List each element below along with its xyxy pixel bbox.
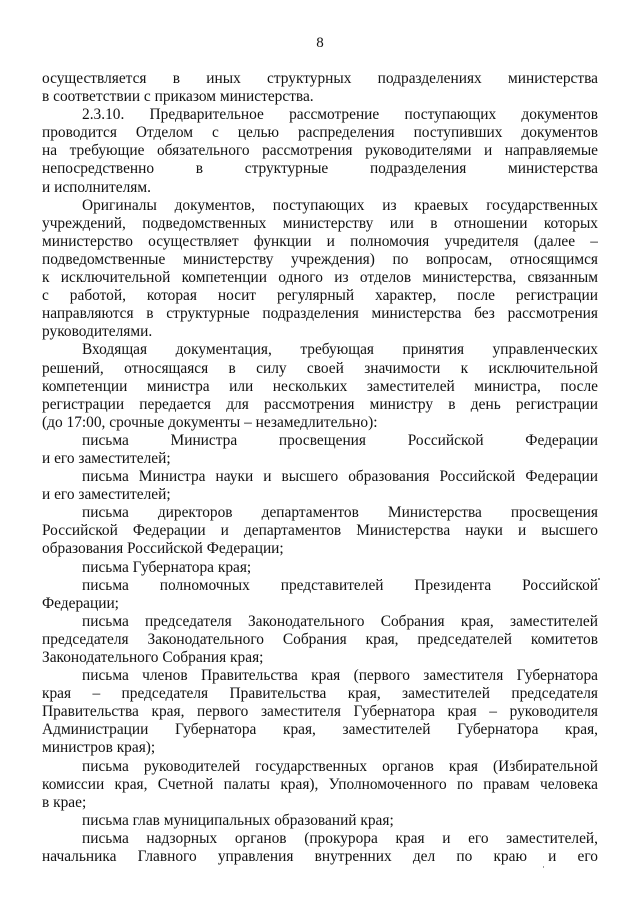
text-line: письма Министра просвещения Российской Федерации [82, 431, 598, 449]
text-line: председателя Законодательного Собрания края, председателей комитетов [42, 630, 598, 648]
text-line: письма надзорных органов (прокурора края и его заместителей, [82, 829, 598, 847]
text-line: на требующие обязательного рассмотрения руководителями и направляемые [42, 142, 598, 160]
text-line: письма Министра науки и высшего образования Российской Федерации [82, 468, 598, 486]
text-line: края – председателя Правительства края, заместителей председателя [42, 685, 598, 703]
text-line: письма председателя Законодательного Собрания края, заместителей [82, 612, 598, 630]
text-line: письма полномочных представителей Президента Российской [82, 576, 598, 594]
text-line: в крае; [42, 793, 87, 811]
scan-mark [543, 866, 544, 868]
text-line: письма руководителей государственных органов края (Избирательной [82, 757, 598, 775]
text-line: решений, относящаяся в силу своей значимости к исключительной [42, 359, 598, 377]
text-line: и его заместителей; [42, 486, 171, 504]
text-line: Администрации Губернатора края, заместителей Губернатора края, [42, 721, 598, 739]
text-line: и его заместителей; [42, 449, 171, 467]
text-line: Федерации; [42, 594, 119, 612]
text-line: министерство осуществляет функции и полномочия учредителя (далее – [42, 232, 598, 250]
text-line: осуществляется в иных структурных подразделениях министерства [42, 70, 598, 87]
text-line: в соответствии с приказом министерства. [42, 88, 314, 106]
text-line: с работой, которая носит регулярный характер, после регистрации [42, 287, 598, 305]
text-line: Законодательного Собрания края; [42, 649, 264, 666]
text-line: письма директоров департаментов Министерства просвещения [82, 504, 598, 522]
text-line: направляются в структурные подразделения министерства без рассмотрения [42, 305, 598, 323]
text-line: образования Российской Федерации; [42, 540, 284, 558]
text-line: 2.3.10. Предварительное рассмотрение поступающих документов [82, 106, 598, 124]
text-line: письма Губернатора края; [82, 558, 252, 576]
text-line: и исполнителям. [42, 178, 151, 196]
scan-mark [598, 578, 600, 580]
text-line: письма членов Правительства края (первого заместителя Губернатора [82, 667, 598, 685]
text-line: учреждений, подведомственных министерству или в отношении которых [42, 214, 598, 232]
text-line: подведомственные министерству учреждения) по вопросам, относящимся [42, 250, 598, 268]
text-line: проводится Отделом с целью распределения поступивших документов [42, 124, 598, 142]
text-line: компетенции министра или нескольких заместителей министра, после [42, 377, 598, 395]
text-line: Оригиналы документов, поступающих из краевых государственных [82, 196, 598, 214]
text-line: комиссии края, Счетной палаты края), Уполномоченного по правам человека [42, 775, 598, 793]
page-number: 8 [316, 35, 324, 51]
text-line: к исключительной компетенции одного из отделов министерства, связанным [42, 269, 598, 287]
text-line: начальника Главного управления внутренних дел по краю и его [42, 848, 598, 866]
text-line: руководителями. [42, 323, 153, 341]
document-body [42, 70, 598, 866]
text-line: письма глав муниципальных образований края; [82, 811, 394, 829]
text-line: регистрации передается для рассмотрения министру в день регистрации [42, 395, 598, 413]
text-line: (до 17:00, срочные документы – незамедлительно): [42, 413, 378, 431]
text-line: Входящая документация, требующая принятия управленческих [82, 341, 598, 359]
text-line: Правительства края, первого заместителя Губернатора края – руководителя [42, 703, 598, 721]
text-line: министров края); [42, 739, 156, 757]
text-line: непосредственно в структурные подразделения министерства [42, 160, 598, 178]
text-line: Российской Федерации и департаментов Министерства науки и высшего [42, 522, 598, 540]
